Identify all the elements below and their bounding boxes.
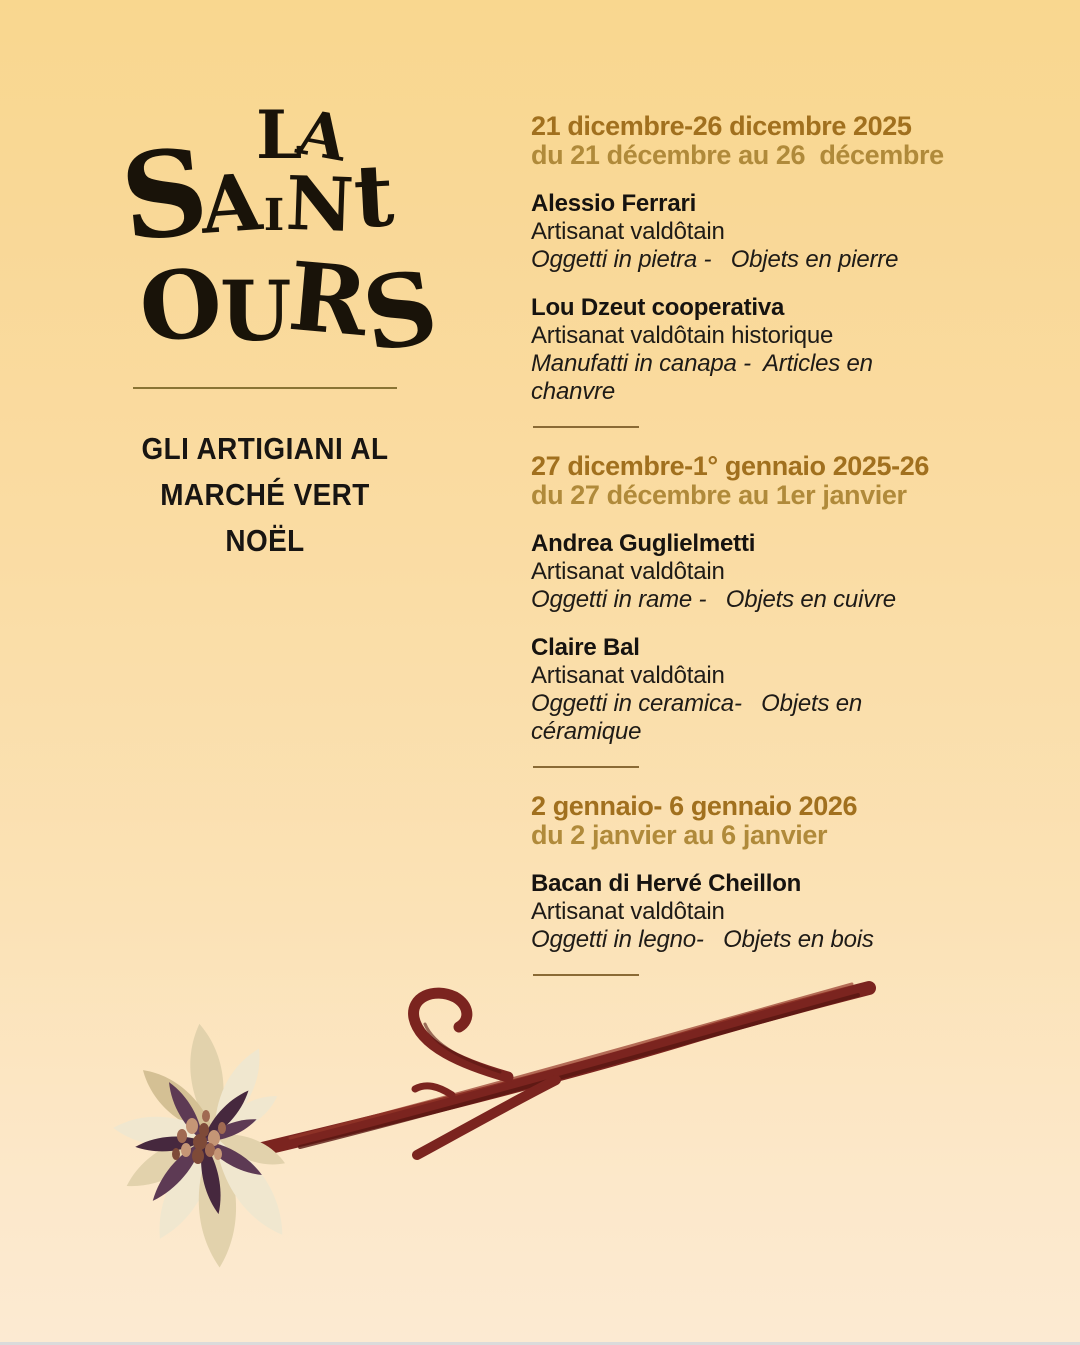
petal: [203, 1042, 271, 1141]
artisan-products: Oggetti in legno- Objets en bois: [531, 926, 874, 953]
schedule-section: [531, 452, 951, 768]
stamen-dot: [193, 1134, 207, 1150]
logo-letter: S: [354, 247, 445, 375]
artisan-craft: Artisanat valdôtain: [531, 218, 725, 245]
stamen-dot: [205, 1143, 215, 1157]
logo-letter: S: [114, 120, 215, 269]
stamen-dot: [172, 1148, 180, 1160]
stamen-dot: [199, 1123, 209, 1137]
schedule-section: [531, 112, 951, 428]
branch-highlight: [290, 984, 852, 1138]
logo-letter: I: [263, 190, 285, 241]
curl-shadow: [425, 1024, 500, 1072]
petal: [201, 1126, 296, 1245]
artisan-entry: [531, 870, 951, 954]
stamen-dot: [208, 1130, 220, 1146]
inner-petal: [146, 1136, 209, 1206]
artisan-name: Claire Bal: [531, 634, 640, 661]
section-date-italian: 21 dicembre-26 dicembre 2025: [531, 111, 912, 141]
section-date-french: du 21 décembre au 26 décembre: [531, 140, 944, 170]
branch-hook-curl: [414, 993, 508, 1077]
inner-petal: [199, 1135, 265, 1181]
branch-stub: [415, 1086, 452, 1095]
divider: [133, 387, 397, 389]
stamen-dot: [214, 1148, 222, 1160]
logo-letter: t: [351, 145, 397, 248]
tagline: [105, 426, 425, 564]
branch-group: [262, 984, 869, 1155]
artisan-products: Oggetti in pietra - Objets en pierre: [531, 246, 899, 273]
stamen-dot: [218, 1122, 226, 1134]
artisan-craft: Artisanat valdôtain: [531, 898, 725, 925]
petals-group: [112, 1022, 296, 1268]
inner-petal: [195, 1139, 226, 1215]
artisan-products: Manufatti in canapa - Articles en chanvre: [531, 350, 880, 405]
inner-petal: [198, 1086, 254, 1146]
stamens-group: [172, 1110, 226, 1164]
logo-letter: O: [135, 247, 227, 365]
schedule: [531, 112, 951, 1000]
petal: [120, 1123, 223, 1199]
artisan-craft: Artisanat valdôtain: [531, 662, 725, 689]
artisan-entry: [531, 530, 951, 614]
inner-petals-group: [135, 1079, 266, 1216]
petal: [196, 1134, 238, 1268]
artisan-products: Oggetti in rame - Objets en cuivre: [531, 586, 896, 613]
branch-fork-twig: [417, 1080, 556, 1155]
logo-word-ours: [135, 241, 445, 375]
divider: [533, 766, 639, 768]
artisan-name: Bacan di Hervé Cheillon: [531, 870, 802, 897]
artisan-products: Oggetti in ceramica- Objets en céramique: [531, 690, 869, 745]
logo-letter: U: [219, 264, 292, 360]
section-date-italian: 2 gennaio- 6 gennaio 2026: [531, 791, 858, 821]
artisan-craft: Artisanat valdôtain: [531, 558, 725, 585]
section-date-french: du 27 décembre au 1er janvier: [531, 480, 907, 510]
stamen-dot: [202, 1110, 210, 1122]
schedule-section: [531, 792, 951, 976]
section-date-italian: 27 dicembre-1° gennaio 2025-26: [531, 451, 929, 481]
petal: [211, 1125, 289, 1173]
petal: [134, 1060, 224, 1145]
logo-word-saint: [114, 120, 397, 269]
artisan-craft: Artisanat valdôtain historique: [531, 322, 834, 349]
petal: [112, 1114, 216, 1150]
artisan-name: Andrea Guglielmetti: [531, 530, 756, 557]
logo-letter: A: [292, 95, 353, 176]
section-date-french: du 2 janvier au 6 janvier: [531, 820, 828, 850]
branch-main: [262, 988, 869, 1149]
inner-petal: [201, 1114, 259, 1147]
tagline-line1: GLI ARTIGIANI AL: [141, 431, 389, 466]
artisan-entry: [531, 294, 951, 406]
petal: [145, 1127, 229, 1246]
logo-letter: A: [198, 157, 265, 253]
logo-letter: R: [284, 241, 373, 359]
logo-letter: L: [256, 96, 303, 174]
logo-letter: N: [284, 160, 356, 250]
petal: [184, 1022, 231, 1137]
petal: [210, 1087, 283, 1143]
stamen-dot: [192, 1148, 204, 1164]
inner-petal: [163, 1079, 209, 1145]
artisan-entry: [531, 190, 951, 274]
artisan-name: Lou Dzeut cooperativa: [531, 294, 785, 321]
divider: [533, 974, 639, 976]
artisan-name: Alessio Ferrari: [531, 190, 697, 217]
inner-petal: [135, 1134, 204, 1154]
stamen-dot: [181, 1143, 191, 1157]
divider: [533, 426, 639, 428]
tagline-line2: MARCHÉ VERT NOËL: [160, 477, 370, 558]
stamen-dot: [177, 1129, 187, 1143]
artisan-entry: [531, 634, 951, 746]
stamen-dot: [186, 1118, 198, 1134]
branch-shadow: [300, 995, 858, 1147]
la-saint-ours-logo: [114, 95, 445, 381]
